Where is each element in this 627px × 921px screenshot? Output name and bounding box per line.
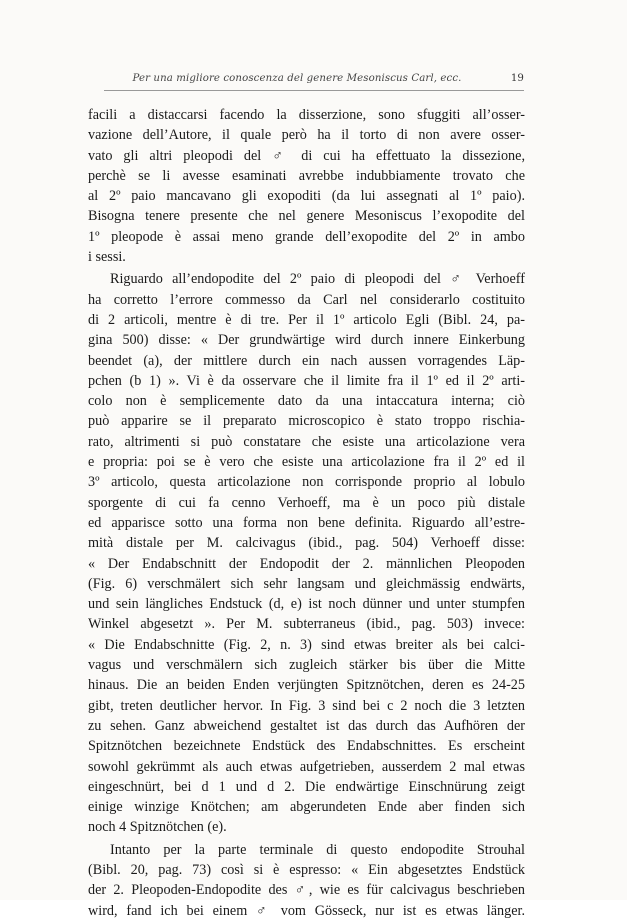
text-line: 3º articolo, questa articolazione non corrisponde proprio al lobulo <box>88 474 525 491</box>
text-line: Winkel abgesetzt ». Per M. subterraneus (ibid., pag. 503) invece: <box>88 616 525 633</box>
text-line: wird, fand ich bei einem ♂ vom Gösseck, nur ist es etwas länger. <box>88 902 525 919</box>
text-line: pchen (b 1) ». Vi è da osservare che il limite fra il 1º ed il 2º arti- <box>88 372 525 389</box>
text-line: colo non è semplicemente dato da una intaccatura interna; ciò <box>88 393 525 410</box>
text-line: beendet (a), der mittlere durch ein nach aussen vorragendes Läp- <box>88 352 525 369</box>
text-line: Spitznötchen bezeichnete Endstück des Endabschnittes. Es erscheint <box>88 738 525 755</box>
header-rule <box>104 90 524 91</box>
text-line: noch 4 Spitznötchen (e). <box>88 819 227 836</box>
body-text <box>88 105 525 921</box>
text-line: rato, altrimenti si può constatare che esiste una articolazione vera <box>88 433 525 450</box>
text-line: sporgente di cui fa cenno Verhoeff, ma è un poco più distale <box>88 494 525 511</box>
text-line: e propria: poi se è vero che esiste una articolazione fra il 2º ed il <box>88 454 525 471</box>
text-line: al 2º paio mancavano gli exopoditi (da lui assegnati al 1º paio). <box>88 188 525 205</box>
text-line: gina 500) disse: « Der grundwärtige wird durch innere Einkerbung <box>88 332 525 349</box>
text-line: Bisogna tenere presente che nel genere Mesoniscus l’exopodite del <box>88 208 525 225</box>
text-line: eingeschnürt, bei d 1 und d 2. Die endwärtige Einschnürung zeigt <box>88 778 525 795</box>
text-line: facili a distaccarsi facendo la disserzione, sono sfuggiti all’osser- <box>88 107 525 123</box>
text-line: 1º pleopode è assai meno grande dell’exopodite del 2º in ambo <box>88 228 525 245</box>
text-line: vato gli altri pleopodi del ♂ di cui ha effettuato la dissezione, <box>88 147 525 164</box>
text-line: Riguardo all’endopodite del 2º paio di pleopodi del ♂ Verhoeff <box>110 271 525 288</box>
text-line: einige winzige Knötchen; am abgerundeten Ende aber finden sich <box>88 799 525 816</box>
text-line: Intanto per la parte terminale di questo endopodite Strouhal <box>110 841 525 858</box>
text-line: vagus und verschmälern sich zugleich stärker bis über die Mitte <box>88 657 525 674</box>
text-line: ed apparisce sotto una forma non bene definita. Riguardo all’estre- <box>88 514 525 531</box>
text-line: « Die Endabschnitte (Fig. 2, n. 3) sind etwas breiter als bei calci- <box>88 636 525 653</box>
running-title: Per una migliore conoscenza del genere Mesoniscus Carl, ecc. <box>132 73 462 84</box>
text-line: di 2 articoli, mentre è di tre. Per il 1º articolo Egli (Bibl. 24, pa- <box>88 311 525 328</box>
text-line: sowohl gekrümmt als auch etwas aufgetrieben, ausserdem 2 mal etwas <box>88 758 525 775</box>
text-line: (Bibl. 20, pag. 73) così si è espresso: « Ein abgesetztes Endstück <box>88 861 525 878</box>
text-line: hinaus. Die an beiden Enden verjüngten Spitznötchen, deren es 24-25 <box>88 677 525 694</box>
text-line: der 2. Pleopoden-Endopodite des ♂, wie es für calcivagus beschrieben <box>88 882 525 899</box>
page-number: 19 <box>510 73 524 84</box>
text-line: ha corretto l’errore commesso da Carl nel considerarlo costituito <box>88 291 525 308</box>
text-line: « Der Endabschnitt der Endopodit der 2. männlichen Pleopoden <box>88 555 525 572</box>
text-line: può apparire se il preparato microscopico è stato troppo rischia- <box>88 413 525 430</box>
text-line: mità distale per M. calcivagus (ibid., pag. 504) Verhoeff disse: <box>88 535 525 552</box>
text-line: (Fig. 6) verschmälert sich sehr langsam und gleichmässig endwärts, <box>88 575 525 592</box>
text-line: i sessi. <box>88 249 126 266</box>
text-line: vazione dell’Autore, il quale però ha il torto di non avere osser- <box>88 127 525 144</box>
text-line: und sein längliches Endstuck (d, e) ist noch dünner und unter stumpfen <box>88 596 525 613</box>
text-line: zu sehen. Ganz abweichend gestaltet ist das durch das Aufhören der <box>88 717 525 734</box>
text-line: gibt, treten deutlicher hervor. In Fig. 3 sind bei c 2 noch die 3 letzten <box>88 697 525 714</box>
text-line: perchè se li avesse esaminati avrebbe indubbiamente trovato che <box>88 167 525 184</box>
